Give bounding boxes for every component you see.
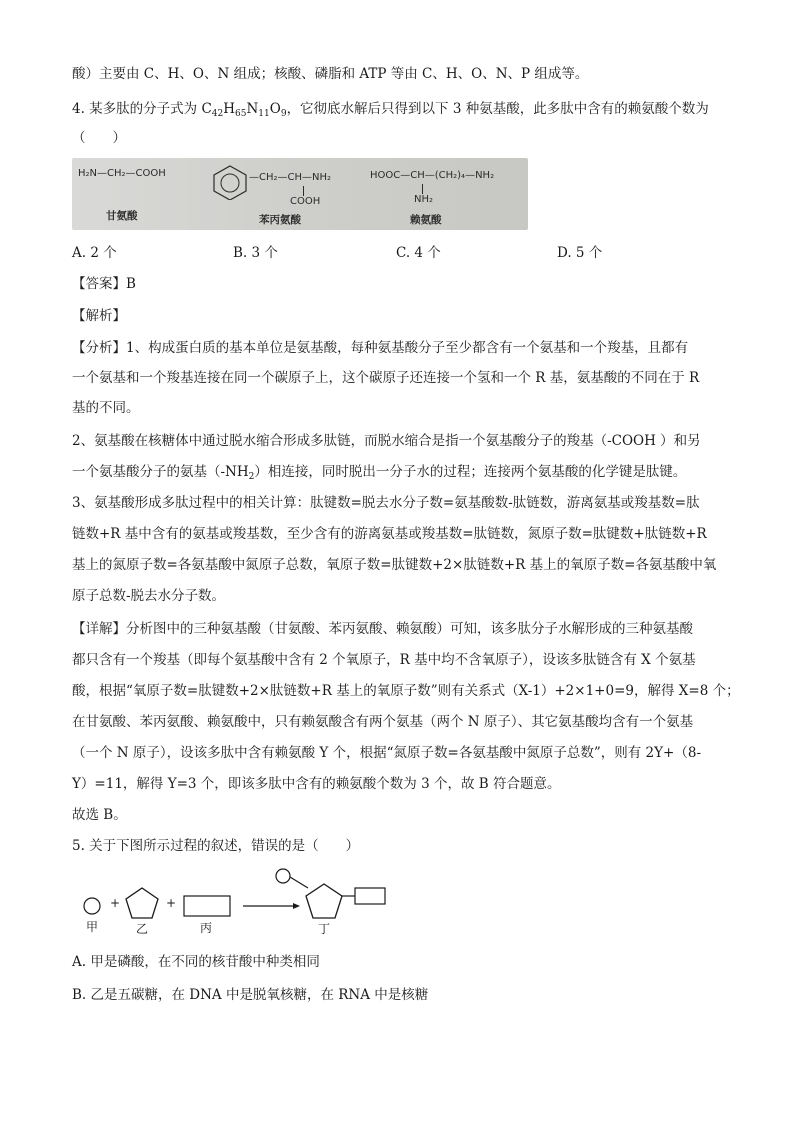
nucleotide-base <box>355 888 385 904</box>
glycine-label: 甘氨酸 <box>106 210 138 222</box>
pentose-pentagon <box>126 888 158 918</box>
phenylalanine-label: 苯丙氨酸 <box>259 214 301 226</box>
phosphate-circle <box>84 898 100 914</box>
analysis-heading: 【解析】 <box>72 308 126 324</box>
detail-text: 都只含有一个羧基（即每个氨基酸中含有 2 个氧原子，R 基中均不含氧原子），设该多肽链含有 X 个氨基 <box>72 652 696 668</box>
question-4-paren: （ ） <box>72 130 126 146</box>
bond-line <box>290 877 308 888</box>
analysis-text: 3、氨基酸形成多肽过程中的相关计算：肽键数=脱去水分子数=氨基酸数-肽链数，游离氨基或羧基数=肽 <box>72 495 700 511</box>
question-5-stem: 5. 关于下图所示过程的叙述，错误的是（ ） <box>72 838 360 854</box>
question-4-stem: 4. 某多肽的分子式为 $C_{42}H_{65}N_{11}O_9$，它彻底水解后只得到以下 3 种氨基酸，此多肽中含有的赖氨酸个数为 <box>72 101 709 119</box>
phenylalanine-chain: —CH₂—CH—NH₂ <box>249 172 332 183</box>
lysine-nh2: NH₂ <box>414 194 434 205</box>
detail-text: 故选 B。 <box>72 807 127 823</box>
detail-text: 酸，根据“氧原子数=肽键数+2×肽链数+R 基上的氧原子数”则有关系式（X-1）+2×1+0=9，解得 X=8 个； <box>72 683 740 699</box>
label-jia: 甲 <box>86 920 99 934</box>
analysis-text: 基的不同。 <box>72 400 140 416</box>
base-rectangle <box>184 896 230 916</box>
analysis-text: 一个氨基酸分子的氨基$(-NH_2)$相连接，同时脱出一分子水的过程；连接两个氨基酸的化学键是肽键。 <box>72 464 687 482</box>
analysis-text: 原子总数-脱去水分子数。 <box>72 588 226 604</box>
arrow-head-icon <box>293 903 300 909</box>
nucleotide-phosphate <box>276 869 290 883</box>
option-b[interactable]: B. 3 个 <box>233 245 278 261</box>
plus-sign: + <box>110 896 121 910</box>
plus-sign: + <box>166 896 177 910</box>
glycine-formula: H₂N—CH₂—COOH <box>78 168 166 179</box>
option-c[interactable]: C. 4 个 <box>396 245 441 261</box>
nucleotide-pentose <box>306 884 342 918</box>
detail-text: Y）=11，解得 Y=3 个，即该多肽中含有的赖氨酸个数为 3 个，故 B 符合题意。 <box>72 776 561 792</box>
analysis-text: 链数+R 基中含有的氨基或羧基数，至少含有的游离氨基或羧基数=肽链数，氮原子数=肽键数+肽链数+R <box>72 526 707 542</box>
answer-label: 【答案】B <box>72 276 136 292</box>
label-bing: 丙 <box>200 921 213 935</box>
bond-line <box>422 184 423 194</box>
analysis-text: 基上的氮原子数=各氨基酸中氮原子总数，氧原子数=肽键数+2×肽链数+R 基上的氧原子数=各氨基酸中氧 <box>72 557 717 573</box>
label-ding: 丁 <box>318 922 331 936</box>
bond-line <box>303 186 304 196</box>
amino-acid-figure <box>72 158 528 230</box>
option-b-text[interactable]: B. 乙是五碳糖，在 DNA 中是脱氧核糖，在 RNA 中是核糖 <box>72 987 429 1003</box>
detail-text: 【详解】分析图中的三种氨基酸（甘氨酸、苯丙氨酸、赖氨酸）可知，该多肽分子水解形成的三种氨基酸 <box>72 621 693 637</box>
text-line: 酸）主要由 C、H、O、N 组成；核酸、磷脂和 ATP 等由 C、H、O、N、P 组成等。 <box>72 66 589 82</box>
lysine-label: 赖氨酸 <box>410 214 442 226</box>
option-d[interactable]: D. 5 个 <box>557 245 603 261</box>
benzene-ring-icon <box>210 164 250 200</box>
lysine-formula: HOOC—CH—(CH₂)₄—NH₂ <box>370 170 495 181</box>
option-a[interactable]: A. 2 个 <box>72 245 117 261</box>
analysis-text: 一个氨基和一个羧基连接在同一个碳原子上，这个碳原子还连接一个氢和一个 R 基，氨基酸的不同在于 R <box>72 370 700 386</box>
phenylalanine-cooh: COOH <box>290 196 321 207</box>
option-a-text[interactable]: A. 甲是磷酸，在不同的核苷酸中种类相同 <box>72 954 320 970</box>
detail-text: 在甘氨酸、苯丙氨酸、赖氨酸中，只有赖氨酸含有两个氨基（两个 N 原子）、其它氨基酸均含有一个氨基 <box>72 714 694 730</box>
label-yi: 乙 <box>136 922 149 936</box>
detail-text: （一个 N 原子），设该多肽中含有赖氨酸 Y 个，根据“氮原子数=各氨基酸中氮原子总数”，则有 2Y+（8- <box>72 745 702 761</box>
analysis-text: 2、氨基酸在核糖体中通过脱水缩合形成多肽链，而脱水缩合是指一个氨基酸分子的羧基（-COOH ）和另 <box>72 433 701 449</box>
analysis-text: 【分析】1、构成蛋白质的基本单位是氨基酸，每种氨基酸分子至少都含有一个氨基和一个羧基，且都有 <box>72 340 689 356</box>
